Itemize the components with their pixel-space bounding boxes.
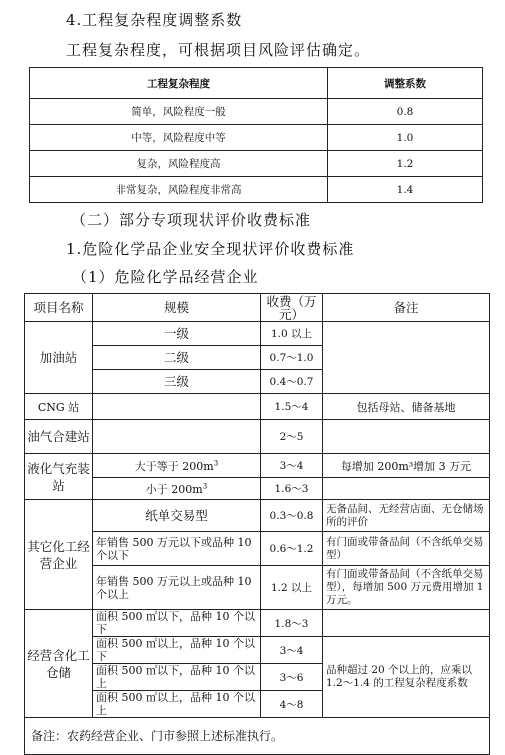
coefficient-cell: 1.2 [328, 151, 483, 177]
table-row [30, 151, 483, 177]
coefficient-cell: 1.4 [328, 177, 483, 203]
note-cell: 每增加 200m³增加 3 万元 [323, 454, 490, 478]
note-cell [323, 420, 490, 454]
scale-cell: 年销售 500 万元以下或品种 10 个以下 [93, 532, 261, 566]
heading-engineering-complexity: 4.工程复杂程度调整系数 [66, 11, 243, 29]
note-cell [323, 322, 490, 394]
subsection-heading: 1.危险化学品企业安全现状评价收费标准 [66, 240, 355, 258]
scale-cell: 面积 500 ㎡以下，品种 10 个以上 [93, 664, 261, 691]
column-header: 调整系数 [328, 68, 483, 99]
coefficient-cell: 0.8 [328, 99, 483, 125]
scale-cell: 面积 500 ㎡以上，品种 10 个以上 [93, 691, 261, 718]
complexity-cell: 复杂，风险程度高 [30, 151, 328, 177]
project-name-cell: 油气合建站 [25, 420, 93, 454]
table-header-row [25, 294, 490, 322]
column-header: 收费（万元） [261, 294, 323, 322]
project-name-cell: 经营含化工仓储 [25, 610, 93, 718]
scale-cell: 大于等于 $200m^3$ [93, 454, 261, 478]
project-name-cell: 液化气充装站 [25, 454, 93, 500]
note-cell: 品种超过 20 个以上的，应乘以 1.2～1.4 的工程复杂程度系数 [323, 637, 490, 718]
note-cell: 有门面或带备品间（不含纸单交易型） [323, 532, 490, 566]
footnote: 备注：农药经营企业、门市参照上述标准执行。 [25, 718, 490, 755]
coefficient-cell: 1.0 [328, 125, 483, 151]
table-row [25, 566, 490, 610]
complexity-coefficient-table [29, 67, 483, 203]
complexity-cell: 中等，风险程度中等 [30, 125, 328, 151]
subsection-heading: （1）危险化学品经营企业 [72, 268, 259, 286]
section-heading: （二）部分专项现状评价收费标准 [71, 211, 312, 229]
column-header: 备注 [323, 294, 490, 322]
note-cell: 包括母站、储备基地 [323, 394, 490, 420]
fee-cell: 0.3～0.8 [261, 500, 323, 532]
note-cell: 无备品间、无经营店面、无仓储场所的评价 [323, 500, 490, 532]
table-row [30, 125, 483, 151]
scale-cell: 年销售 500 万元以上或品种 10 个以上 [93, 566, 261, 610]
note-cell [323, 610, 490, 637]
fee-cell: 4～8 [261, 691, 323, 718]
scale-cell: 面积 500 ㎡以上，品种 10 个以下 [93, 637, 261, 664]
fee-cell: 2～5 [261, 420, 323, 454]
column-header: 工程复杂程度 [30, 68, 328, 99]
fee-cell: 0.4～0.7 [261, 370, 323, 394]
table-row [30, 177, 483, 203]
table-row [25, 637, 490, 664]
table-row [30, 99, 483, 125]
scale-cell [93, 420, 261, 454]
complexity-cell: 非常复杂，风险程度非常高 [30, 177, 328, 203]
scale-cell: 面积 500 ㎡以下，品种 10 个以下 [93, 610, 261, 637]
table-row [25, 478, 490, 500]
fee-cell: 3～4 [261, 454, 323, 478]
fee-cell: 1.2 以上 [261, 566, 323, 610]
note-cell: 有门面或带备品间（不含纸单交易型），每增加 500 万元费用增加 1 万元。 [323, 566, 490, 610]
project-name-cell: 加油站 [25, 322, 93, 394]
fee-cell: 1.0 以上 [261, 322, 323, 346]
fee-standard-table [24, 293, 490, 755]
fee-cell: 1.6～3 [261, 478, 323, 500]
intro-paragraph: 工程复杂程度，可根据项目风险评估确定。 [66, 41, 371, 59]
column-header: 规模 [93, 294, 261, 322]
scale-cell: 三级 [93, 370, 261, 394]
table-row [25, 532, 490, 566]
fee-cell: 3～4 [261, 637, 323, 664]
complexity-cell: 简单，风险程度一般 [30, 99, 328, 125]
scale-cell: 纸单交易型 [93, 500, 261, 532]
scale-cell [93, 394, 261, 420]
column-header: 项目名称 [25, 294, 93, 322]
fee-cell: 3～6 [261, 664, 323, 691]
fee-cell: 0.7～1.0 [261, 346, 323, 370]
table-row [25, 500, 490, 532]
note-cell [323, 478, 490, 500]
fee-cell: 1.8～3 [261, 610, 323, 637]
table-row [25, 322, 490, 346]
scale-cell: 二级 [93, 346, 261, 370]
scale-cell: 一级 [93, 322, 261, 346]
scale-cell: 小于 $200m^3$ [93, 478, 261, 500]
fee-cell: 1.5～4 [261, 394, 323, 420]
table-row [25, 394, 490, 420]
project-name-cell: CNG 站 [25, 394, 93, 420]
table-header-row [30, 68, 483, 99]
fee-cell: 0.6～1.2 [261, 532, 323, 566]
table-row [25, 610, 490, 637]
table-row [25, 454, 490, 478]
table-row [25, 420, 490, 454]
project-name-cell: 其它化工经营企业 [25, 500, 93, 610]
